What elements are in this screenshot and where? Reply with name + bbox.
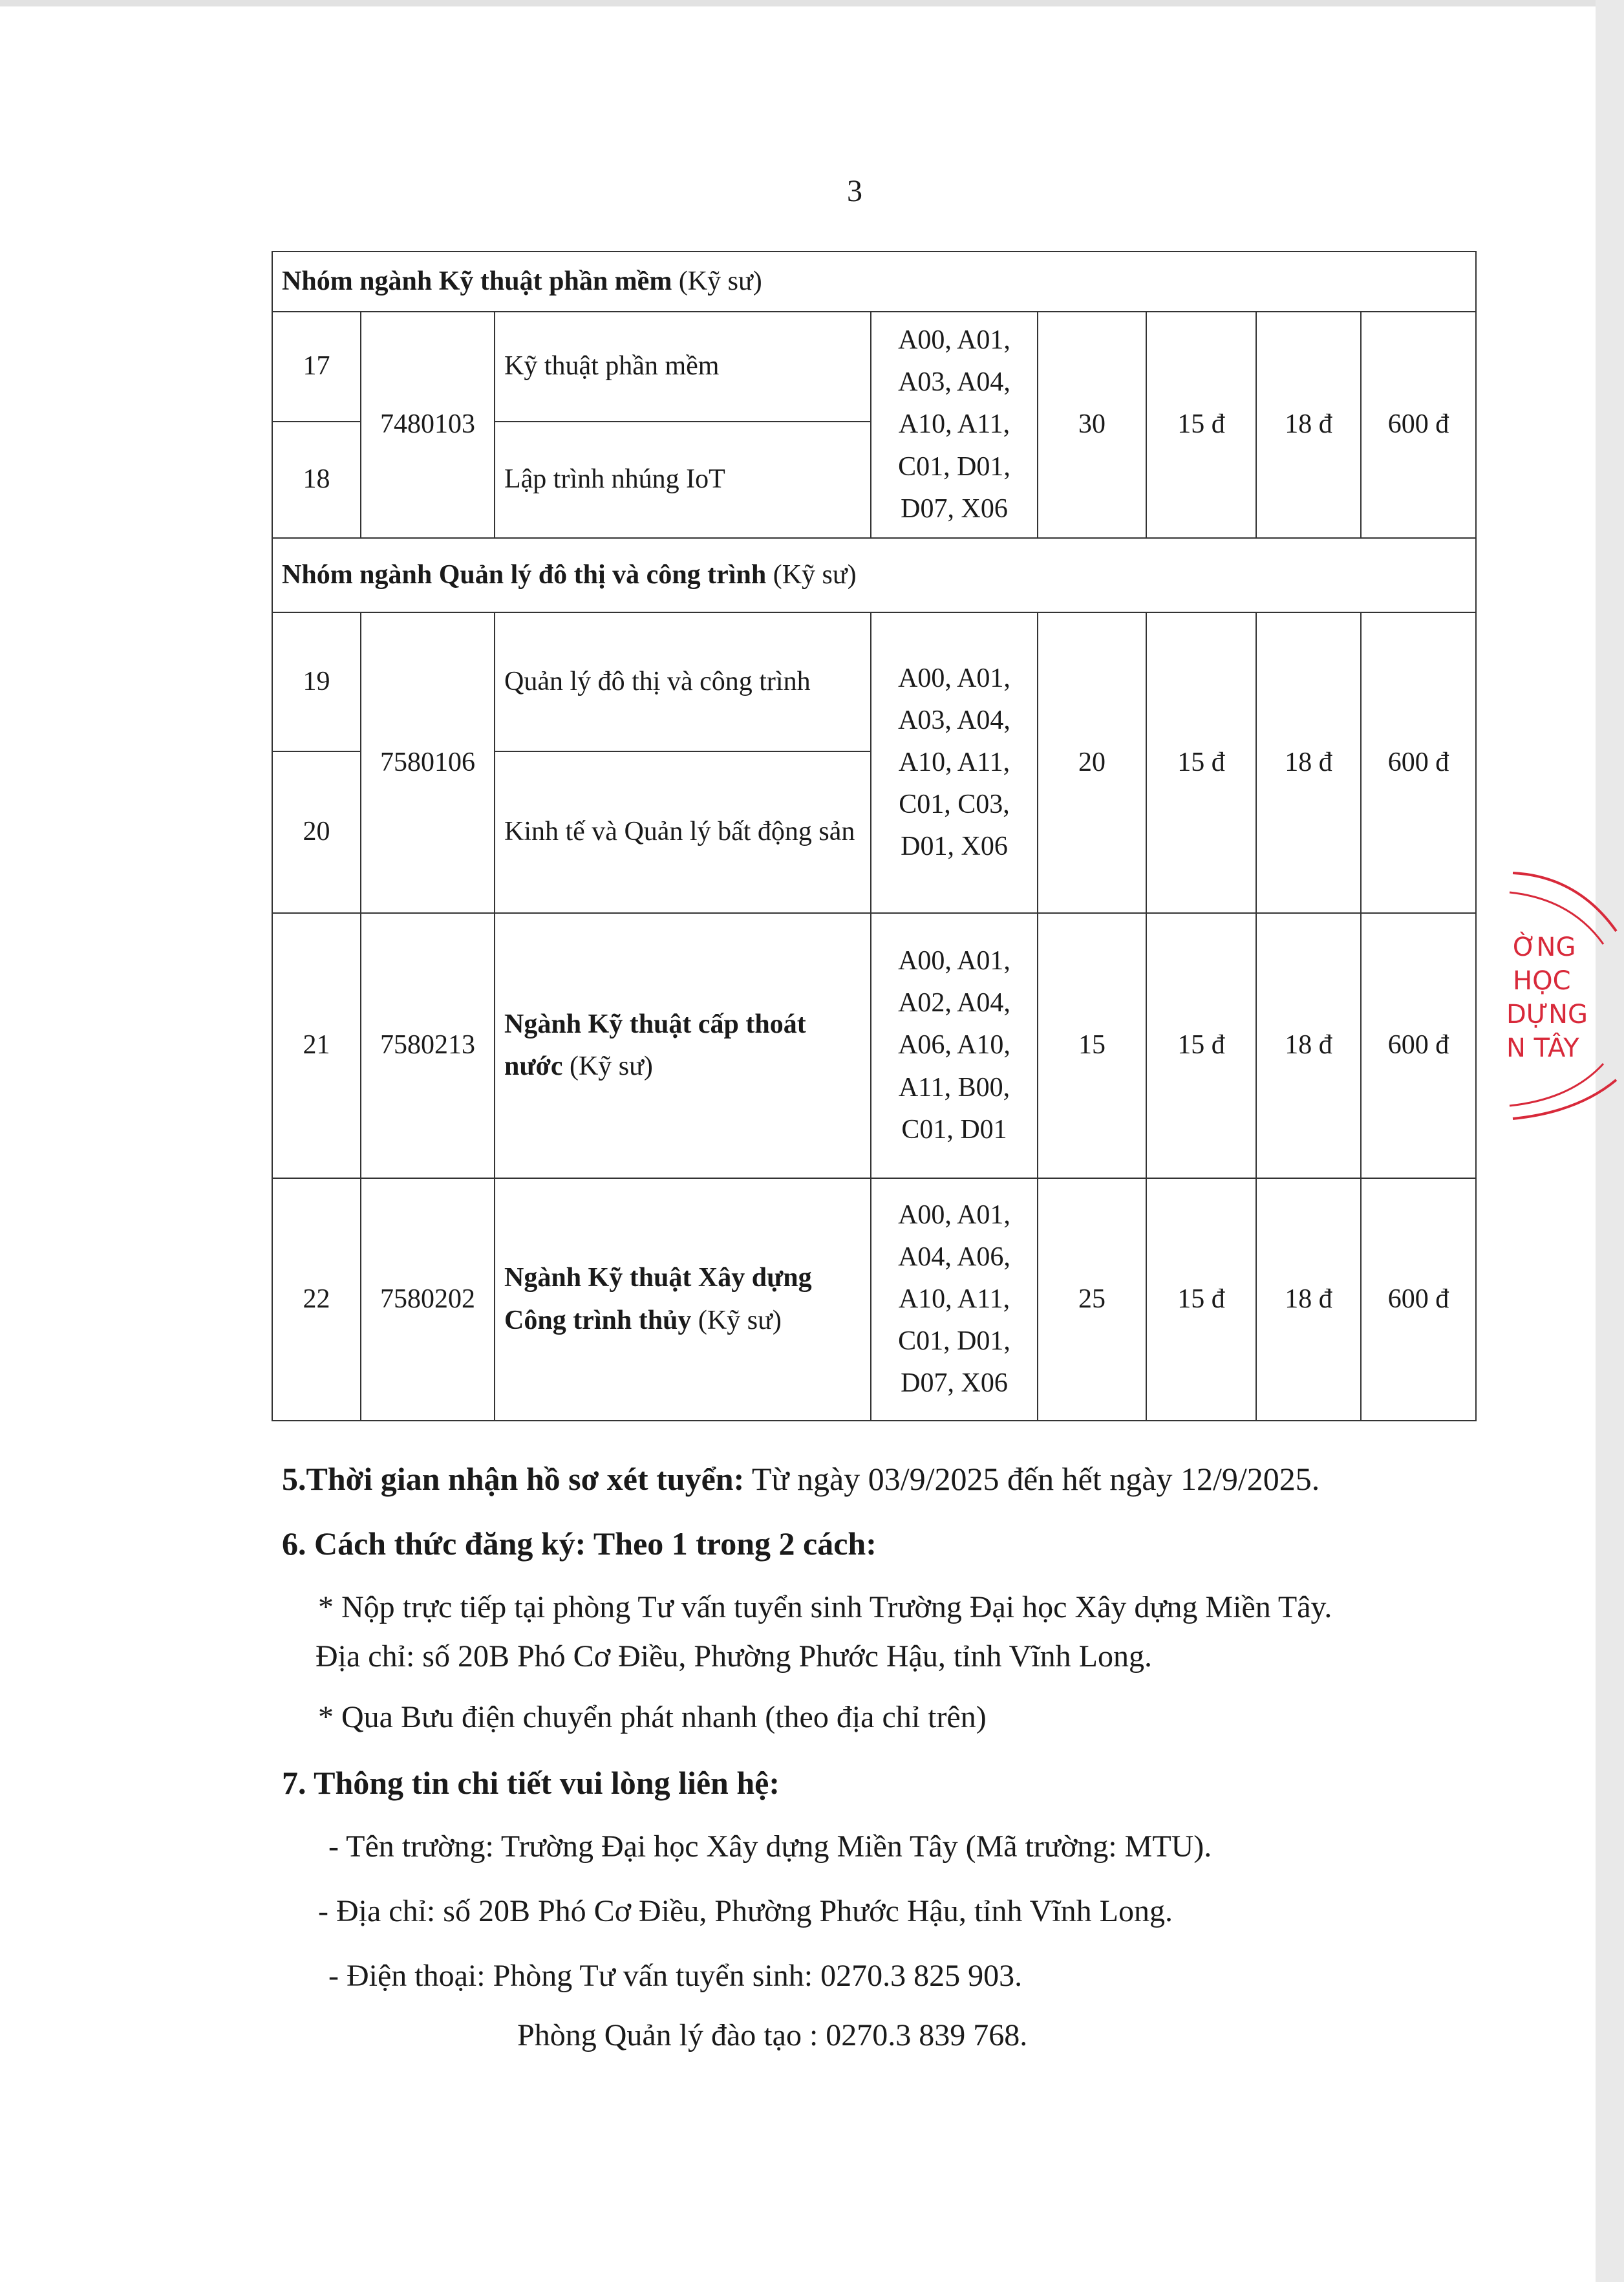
stt-cell: 17	[272, 312, 361, 422]
major-name-cell: Ngành Kỹ thuật cấp thoát nước (Kỹ sư)	[495, 913, 871, 1178]
section-5: 5.Thời gian nhận hồ sơ xét tuyển: Từ ngày 03/9/2025 đến hết ngày 12/9/2025.	[282, 1461, 1320, 1497]
score-cell: 15 đ	[1146, 913, 1256, 1178]
section-7-line: - Điện thoại: Phòng Tư vấn tuyển sinh: 0270.3 825 903.	[328, 1959, 1023, 1993]
stamp-text: N TÂY	[1506, 1033, 1579, 1063]
combo-line: C01, D01,	[898, 1326, 1010, 1357]
stamp-ring	[1513, 873, 1616, 931]
stt-cell: 19	[272, 612, 361, 751]
section-7-heading: 7. Thông tin chi tiết vui lòng liên hệ:	[282, 1765, 780, 1801]
section-6-line: * Nộp trực tiếp tại phòng Tư vấn tuyển sinh Trường Đại học Xây dựng Miền Tây.	[318, 1590, 1332, 1624]
section-7-line: - Địa chỉ: số 20B Phó Cơ Điều, Phường Phước Hậu, tỉnh Vĩnh Long.	[318, 1894, 1173, 1928]
combo-line: A11, B00,	[898, 1072, 1010, 1103]
major-name-cell: Kỹ thuật phần mềm	[495, 312, 871, 422]
stt-cell: 21	[272, 913, 361, 1178]
score-cell: 15 đ	[1146, 612, 1256, 913]
table-row	[272, 612, 1476, 751]
table-row	[272, 1178, 1476, 1421]
combo-line: D01, X06	[901, 832, 1008, 862]
combo-line: C01, D01,	[898, 451, 1010, 482]
stt-cell: 20	[272, 751, 361, 913]
quota-cell: 15	[1038, 913, 1146, 1178]
score-cell: 18 đ	[1256, 1178, 1361, 1421]
combo-line: A00, A01,	[898, 663, 1010, 693]
score-cell: 15 đ	[1146, 1178, 1256, 1421]
stt-cell: 22	[272, 1178, 361, 1421]
score-cell: 600 đ	[1361, 913, 1476, 1178]
combo-line: A04, A06,	[898, 1242, 1010, 1272]
combo-line: A00, A01,	[898, 946, 1010, 976]
score-cell: 600 đ	[1361, 612, 1476, 913]
combo-line: A10, A11,	[898, 1284, 1010, 1314]
combo-line: A02, A04,	[898, 988, 1010, 1018]
stamp-text: HỌC	[1513, 966, 1571, 996]
major-name-cell: Quản lý đô thị và công trình	[495, 612, 871, 751]
stamp-ring	[1513, 1080, 1616, 1119]
score-cell: 18 đ	[1256, 312, 1361, 538]
combo-line: A00, A01,	[898, 325, 1010, 356]
score-cell: 600 đ	[1361, 1178, 1476, 1421]
section-6-line: Địa chỉ: số 20B Phó Cơ Điều, Phường Phước Hậu, tỉnh Vĩnh Long.	[315, 1639, 1152, 1674]
stamp-ring	[1510, 1064, 1603, 1106]
combo-line: D07, X06	[901, 1368, 1008, 1399]
stt-cell: 18	[272, 422, 361, 538]
major-code-cell: 7480103	[361, 312, 495, 538]
group-title: Nhóm ngành Quản lý đô thị và công trình (Kỹ sư)	[272, 538, 1476, 612]
combo-line: D07, X06	[901, 493, 1008, 524]
quota-cell: 30	[1038, 312, 1146, 538]
combo-line: A10, A11,	[898, 409, 1010, 440]
major-code-cell: 7580106	[361, 612, 495, 913]
combo-cell	[871, 312, 1038, 538]
combo-line: A03, A04,	[898, 705, 1010, 735]
table-row	[272, 913, 1476, 1178]
admission-table	[272, 251, 1477, 1421]
section-6-heading: 6. Cách thức đăng ký: Theo 1 trong 2 cách:	[282, 1525, 877, 1562]
quota-cell: 20	[1038, 612, 1146, 913]
score-cell: 18 đ	[1256, 913, 1361, 1178]
section-7-line: - Tên trường: Trường Đại học Xây dựng Miền Tây (Mã trường: MTU).	[328, 1829, 1212, 1864]
quota-cell: 25	[1038, 1178, 1146, 1421]
combo-line: A10, A11,	[898, 747, 1010, 777]
stamp-text: ỜNG	[1513, 932, 1576, 962]
major-name-cell: Kinh tế và Quản lý bất động sản	[495, 751, 871, 913]
combo-cell	[871, 1178, 1038, 1421]
combo-cell	[871, 913, 1038, 1178]
page-number: 3	[847, 174, 862, 208]
scan-edge-top	[0, 0, 1624, 6]
combo-line: C01, D01	[901, 1114, 1007, 1145]
official-stamp-seal	[1506, 841, 1624, 1151]
major-name-cell: Ngành Kỹ thuật Xây dựng Công trình thủy (Kỹ sư)	[495, 1178, 871, 1421]
stamp-text: DỰNG	[1506, 1000, 1588, 1029]
combo-line: C01, C03,	[899, 790, 1010, 820]
major-code-cell: 7580213	[361, 913, 495, 1178]
major-name-cell: Lập trình nhúng IoT	[495, 422, 871, 538]
combo-line: A06, A10,	[898, 1030, 1010, 1060]
combo-line: A00, A01,	[898, 1200, 1010, 1230]
combo-cell	[871, 612, 1038, 913]
combo-line: A03, A04,	[898, 367, 1010, 398]
table-row	[272, 312, 1476, 422]
group-title: Nhóm ngành Kỹ thuật phần mềm (Kỹ sư)	[272, 252, 1476, 312]
group-header-row	[272, 538, 1476, 612]
section-6-line: * Qua Bưu điện chuyển phát nhanh (theo địa chỉ trên)	[318, 1700, 987, 1734]
score-cell: 600 đ	[1361, 312, 1476, 538]
score-cell: 15 đ	[1146, 312, 1256, 538]
section-7-line: Phòng Quản lý đào tạo : 0270.3 839 768.	[517, 2018, 1028, 2052]
group-header-row	[272, 252, 1476, 312]
score-cell: 18 đ	[1256, 612, 1361, 913]
major-code-cell: 7580202	[361, 1178, 495, 1421]
